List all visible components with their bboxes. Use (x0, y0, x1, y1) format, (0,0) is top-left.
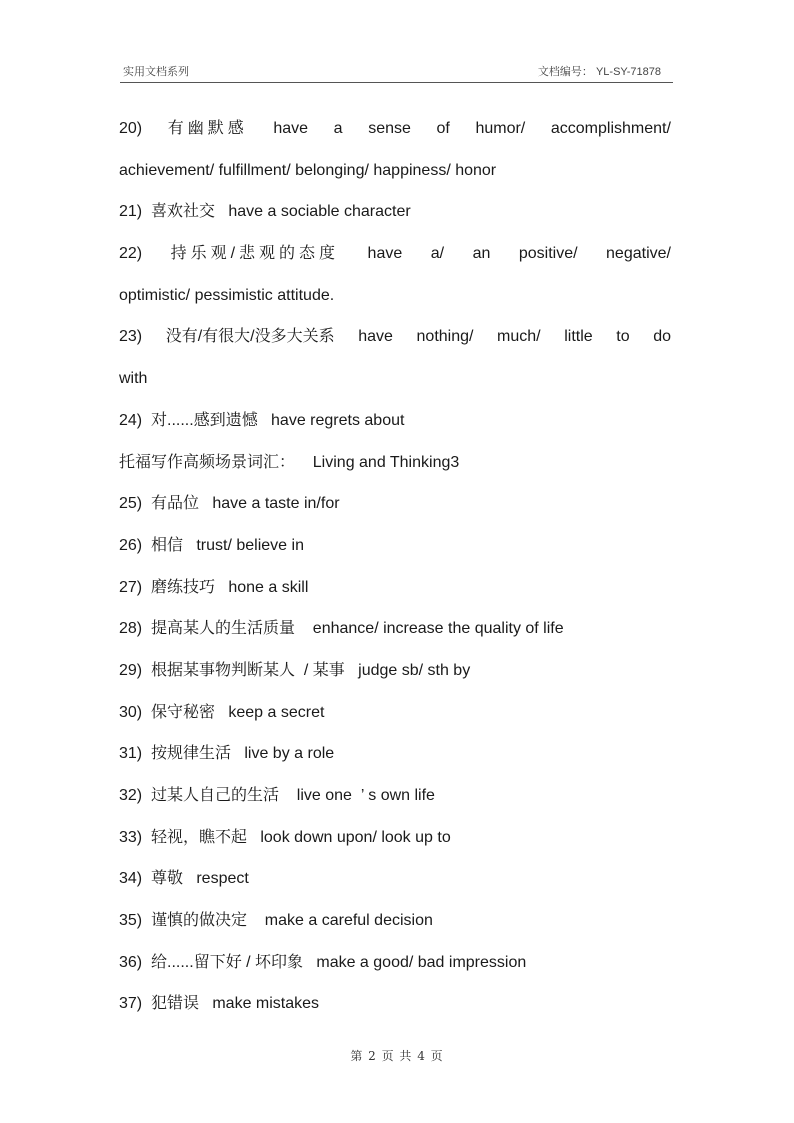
item-word: do (653, 328, 671, 346)
list-item: 36) 给......留下好 / 坏印象 make a good/ bad impression (119, 953, 527, 971)
item-chinese: 持乐观/悲观的态度 (170, 245, 340, 263)
document-body (119, 108, 671, 1025)
list-item (119, 316, 671, 358)
item-word: humor/ (475, 120, 526, 137)
list-item: 37) 犯错误 make mistakes (119, 995, 320, 1013)
page-footer: 第 2 页 共 4 页 (350, 1049, 444, 1063)
item-word: have (273, 120, 309, 137)
item-chinese: 有幽默感 (167, 120, 248, 137)
list-item: 30) 保守秘密 keep a secret (119, 703, 325, 721)
section-heading: 托福写作高频场景词汇： Living and Thinking3 (119, 453, 460, 471)
item-word: negative/ (606, 245, 671, 263)
list-item: 33) 轻视，瞧不起 look down upon/ look up to (119, 828, 451, 846)
item-word: a (333, 120, 343, 137)
item-word: positive/ (518, 245, 578, 263)
list-item-continuation: achievement/ fulfillment/ belonging/ happiness/ honor (119, 161, 497, 179)
list-item-continuation: optimistic/ pessimistic attitude. (119, 286, 335, 304)
item-word: sense (368, 120, 411, 137)
page-header (120, 60, 673, 83)
item-word: have (358, 328, 393, 346)
list-item: 35) 谨慎的做决定 make a careful decision (119, 912, 433, 930)
list-item (119, 233, 671, 275)
item-word: an (472, 245, 491, 263)
item-number: 23) (119, 328, 143, 346)
item-word: much/ (497, 328, 541, 346)
list-item: 21) 喜欢社交 have a sociable character (119, 203, 411, 221)
item-word: little (564, 328, 593, 346)
list-item: 31) 按规律生活 live by a role (119, 745, 335, 763)
list-item: 28) 提高某人的生活质量 enhance/ increase the quality of life (119, 620, 564, 638)
item-word: to (616, 328, 630, 346)
list-item: 26) 相信 trust/ believe in (119, 536, 304, 554)
item-chinese: 没有/有很大/没多大关系 (165, 328, 335, 346)
item-number: 22) (119, 245, 143, 263)
item-word: a/ (430, 245, 445, 263)
list-item: 29) 根据某事物判断某人 / 某事 judge sb/ sth by (119, 661, 471, 679)
list-item: 32) 过某人自己的生活 live one ’ s own life (119, 787, 435, 804)
item-number: 20) (119, 120, 143, 137)
item-word: have (367, 245, 403, 263)
list-item: 24) 对......感到遗憾 have regrets about (119, 411, 405, 429)
list-item-continuation: with (119, 370, 148, 388)
list-item: 25) 有品位 have a taste in/for (119, 495, 340, 513)
list-item (119, 108, 671, 150)
list-item: 34) 尊敬 respect (119, 870, 249, 888)
item-word: nothing/ (416, 328, 474, 346)
list-item: 27) 磨练技巧 hone a skill (119, 578, 309, 596)
item-word: accomplishment/ (550, 120, 671, 137)
header-document-number: 文档编号： YL-SY-71878 (537, 66, 661, 78)
header-series-title: 实用文档系列 (123, 66, 189, 78)
item-word: of (436, 120, 450, 137)
